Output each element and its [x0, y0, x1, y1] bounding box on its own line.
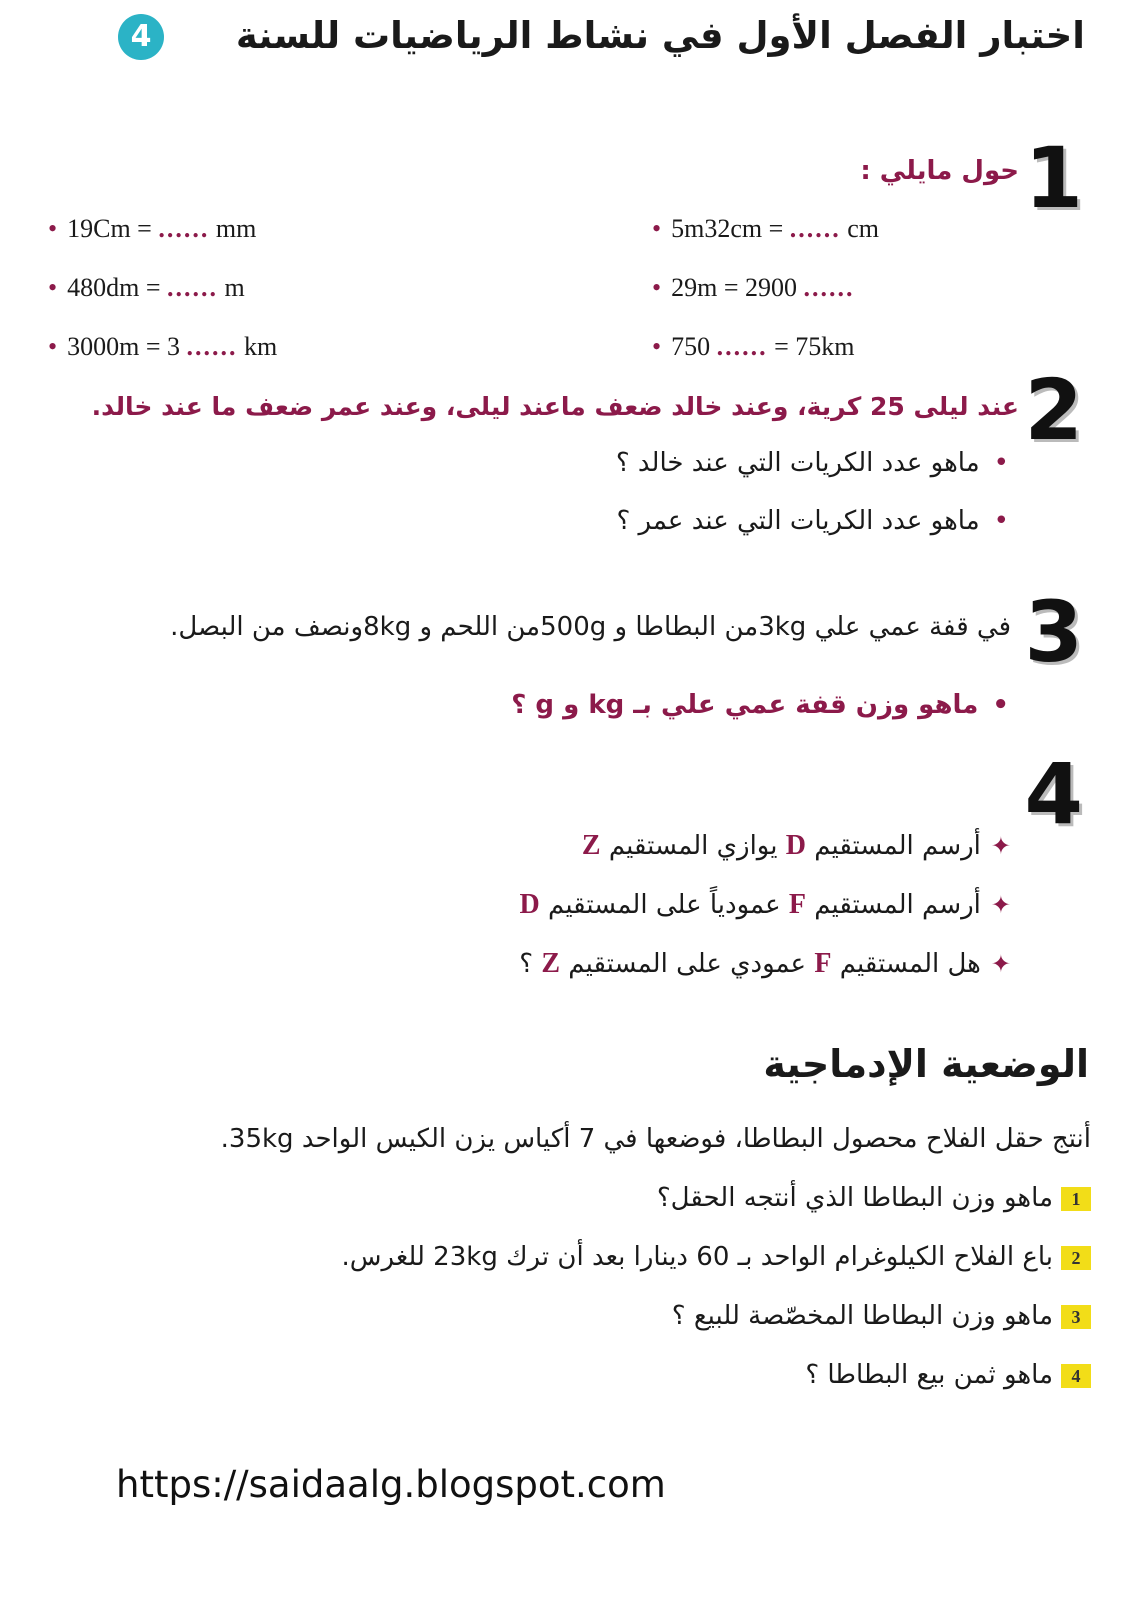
q1-item: • 750 ...... = 75km [652, 332, 855, 361]
question-4-number: 4 [1024, 745, 1083, 843]
integration-question: 3ماهو وزن البطاطا المخصّصة للبيع ؟ [672, 1301, 1091, 1331]
grade-badge: 4 [118, 14, 164, 60]
q3-statement: في قفة عمي علي 3kgمن البطاطا و 500gمن اللحم و 8kgونصف من البصل. [170, 612, 1011, 642]
q1-item: • 3000m = 3 ...... km [48, 332, 278, 361]
question-number-badge: 1 [1061, 1187, 1091, 1211]
q3-question: •ماهو وزن قفة عمي علي بـ kg و g ؟ [511, 690, 1009, 720]
q1-item: • 29m = 2900 ...... [652, 273, 855, 302]
question-2-number: 2 [1024, 361, 1083, 459]
question-number-badge: 2 [1061, 1246, 1091, 1270]
q2-question: •ماهو عدد الكريات التي عند خالد ؟ [615, 448, 1009, 478]
q4-task: ✦هل المستقيم F عمودي على المستقيم Z ؟ [519, 948, 1011, 979]
integration-statement: أنتج حقل الفلاح محصول البطاطا، فوضعها في 7 أكياس يزن الكيس الواحد 35kg. [220, 1124, 1091, 1154]
page-title: اختبار الفصل الأول في نشاط الرياضيات للسنة [235, 14, 1085, 57]
question-number-badge: 3 [1061, 1305, 1091, 1329]
star-icon: ✦ [990, 891, 1011, 919]
integration-title: الوضعية الإدماجية [763, 1042, 1089, 1086]
q1-item: • 19Cm = ...... mm [48, 214, 257, 243]
blog-url[interactable]: https://saidaalg.blogspot.com [116, 1463, 666, 1506]
q1-item: • 5m32cm = ...... cm [652, 214, 880, 243]
q1-item: • 480dm = ...... m [48, 273, 245, 302]
star-icon: ✦ [990, 950, 1011, 978]
integration-question: 4ماهو ثمن بيع البطاطا ؟ [805, 1360, 1091, 1390]
integration-question: 2باع الفلاح الكيلوغرام الواحد بـ 60 دينارا بعد أن ترك 23kg للغرس. [341, 1242, 1091, 1272]
q1-instruction: حول مايلي : [860, 156, 1019, 186]
integration-question: 1ماهو وزن البطاطا الذي أنتجه الحقل؟ [657, 1183, 1091, 1213]
q2-statement: عند ليلى 25 كرية، وعند خالد ضعف ماعند ليلى، وعند عمر ضعف ما عند خالد. [91, 392, 1019, 421]
question-number-badge: 4 [1061, 1364, 1091, 1388]
q4-task: ✦أرسم المستقيم D يوازي المستقيم Z [581, 830, 1011, 861]
question-3-number: 3 [1024, 583, 1083, 681]
q4-task: ✦أرسم المستقيم F عمودياً على المستقيم D [519, 889, 1011, 920]
star-icon: ✦ [990, 832, 1011, 860]
q2-question: •ماهو عدد الكريات التي عند عمر ؟ [616, 506, 1009, 536]
question-1-number: 1 [1024, 129, 1083, 227]
